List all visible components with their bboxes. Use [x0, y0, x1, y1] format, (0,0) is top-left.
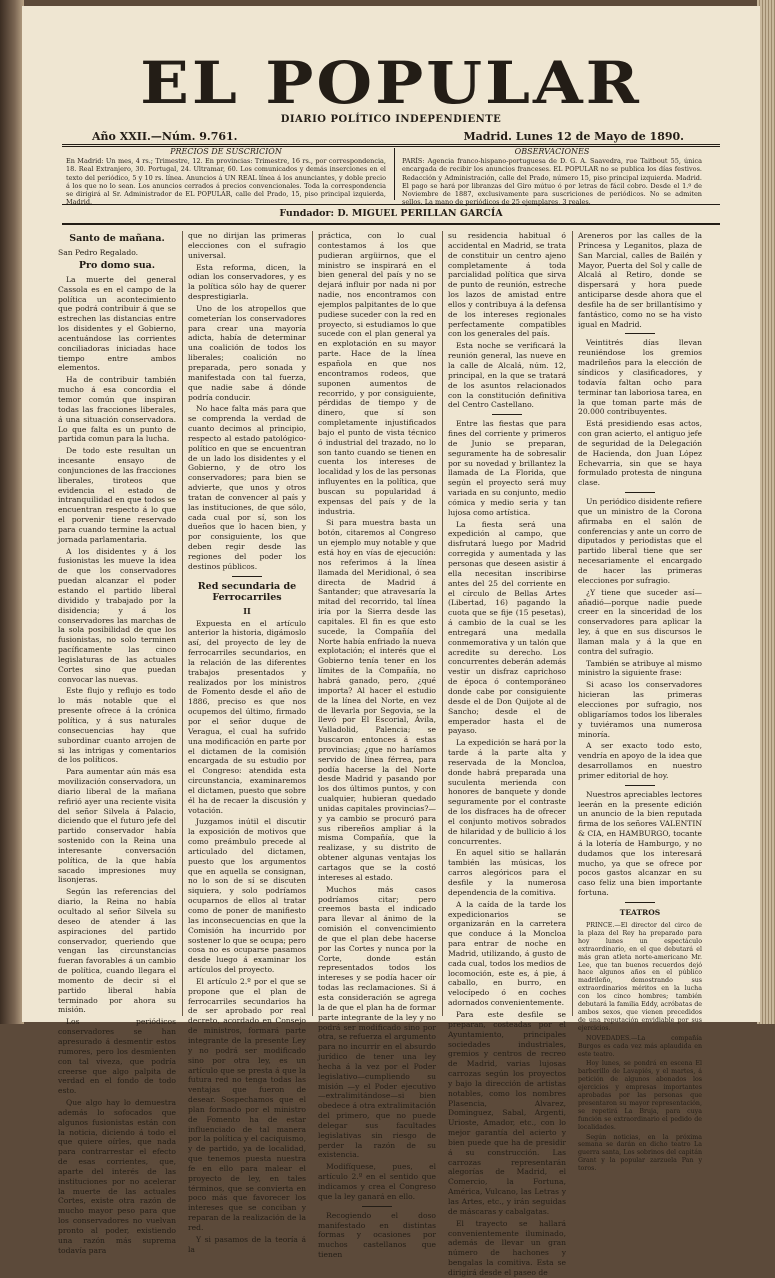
separator	[362, 1206, 392, 1207]
separator	[492, 414, 522, 415]
founder-line: Fundador: D. MIGUEL PERILLAN GARCÍA	[62, 204, 720, 225]
paragraph: Que algo hay lo demuestra además lo sofocados que algunos fusionistas están con la noticia, diciendo á todo el que quiere oírles, que nada para contrarrestar el efecto de esas corrientes, que, aparte del interés de las instituciones por no acelerar la muerte de las actuales Cortes, existe otra razón de mucho mayor peso para que los conservadores no vuelvan pronto al poder, existiendo una razón más suprema todavía para	[58, 1098, 176, 1255]
column-rule	[572, 231, 573, 1016]
column-4	[448, 231, 566, 1277]
paragraph: Esta reforma, dicen, la odian los conservadores, y es la política sólo hay de querer desprestigiarla.	[188, 262, 306, 302]
paragraph: NOVEDADES.—La compañía Burgos es cada vez más aplaudida en este teatro.	[578, 1034, 702, 1058]
paragraph: Este flujo y reflujo es todo lo más notable que el presente ofrece á la crónica política, y á sus naturales consecuencias hay que subordinar cuanto arrojen de si las intrigas y comentarios de los políticos.	[58, 686, 176, 765]
paragraph: Según las referencias del diario, la Reina no había ocultado al señor Silvela su deseo de atender á las aspiraciones del partido conservador, queriendo que vengan las circunstancias fueran favorables á un cambio de política, cuando llegara el momento de decir si el partido liberal había terminado por ahora su misión.	[58, 887, 176, 1015]
paragraph: Y si pasamos de la teoría á la	[188, 1234, 306, 1254]
dateline	[62, 130, 720, 147]
paragraph: Veintitrés días llevan reuniéndose los gremios madrileños para la elección de síndicos y clasificadores, y todavía faltan ocho para terminar tan laboriosa tarea, en la que toman parte más de 20.000 contribuyentes.	[578, 338, 702, 417]
paragraph: PRINCE.—El director del circo de la plaza del Rey ha preparado para hoy lunes un espectáculo extraordinario, en el que debutará el más gran atleta norte-americano Mr. Lee, que tan buenos recuerdos dejó hace algunos años en el público madrileño, demostrando sus extraordinarios méritos en la lucha con los cinco hombres; también debutará la familia Eddy, acróbatas de ambos sexos, que vienen precedidos de una reputación envidiable por sus ejercicios.	[578, 922, 702, 1032]
paragraph: Para aumentar aún más esa movilización conservadora, un diario liberal de la mañana refirió ayer una reciente visita del señor Silvela á Palacio, diciendo que el futuro jefe del partido conservador había sostenido con la Reina una interesante conversación política, de la que había sacado impresiones muy lisonjeras.	[58, 767, 176, 885]
masthead-subtitle: DIARIO POLÍTICO INDEPENDIENTE	[280, 114, 502, 125]
paragraph: Ha de contribuir también mucho á esa concordia el temor común que inspiran todas las fracciones liberales, á una situación conservadora. Lo que falta es un punto de partida comun para la lucha.	[58, 375, 176, 444]
paragraph: Según noticias, en la próxima semana se darán en dicho teatro La guerra santa, Los sobrinos del capitán Grant y la popular zarzuela Pan y toros.	[578, 1133, 702, 1173]
paragraph: Areneros por las calles de la Princesa y Leganitos, plaza de San Marcial, calles de Bailén y Mayor, Puerta del Sol y calle de Alcalá al Retiro, donde se dispersará y hora puede anticiparse desde ahora que el desfile ha de ser brillantísimo y fantástico, como no se ha visto igual en Madrid.	[578, 231, 702, 329]
issue-number: Año XXII.—Núm. 9.761.	[92, 130, 238, 143]
masthead-title: EL POPULAR	[140, 49, 642, 118]
paragraph: Nuestros apreciables lectores leerán en la presente edición un anuncio de la bien reputada firma de los señores VALENTIN & CIA, en HAMBURGO, tocante á la lotería de Hamburgo, y no dudamos que los interesará mucho, ya que se ofrece por pocos gastos alcanzar en su caso feliz una bien importante fortuna.	[578, 789, 702, 898]
paragraph: ¿Y tiene que suceder así—añadió—porque nadie puede creer en la sinceridad de los conservadores para aplicar la ley, á que en sus discursos le llaman mala y á la que en contra del sufragio.	[578, 587, 702, 656]
paragraph: Un periódico disidente refiere que un ministro de la Corona afirmaba en el salón de conferencias y ante un corro de diputados y periodistas que el partido liberal tiene que ser necesariamente el encargado de hacer las primeras elecciones por sufragio.	[578, 497, 702, 585]
paragraph: El trayecto se hallará convenientemente iluminado, además de llevar un gran número de hachones y bengalas la comitiva. Esta se dirigirá desde el paseo de	[448, 1218, 566, 1277]
theatre-heading: TEATROS	[619, 908, 661, 917]
book-binding	[0, 0, 24, 1024]
observations-heading: OBSERVACIONES	[514, 147, 590, 156]
paragraph: No hace falta más para que se comprenda la verdad de cuanto decimos al principio, respecto al estado patológico-político en que se encuentran de un lado los disidentes y el Gobierno, y de otro los conservadores; para bien se advierte, que unos y otros tratan de convencer al país y las instituciones, de que sólo, cada cual por sí, son los dueños que lo hacen bien, y por consiguiente, los que deben regir desde las regiones del poder los destinos públicos.	[188, 404, 306, 571]
separator	[625, 333, 655, 334]
column-rule	[182, 231, 183, 1016]
paragraph: Recogiendo el doso manifestado en distintas formas y ocasiones por muchos castellanos que tienen	[318, 1210, 436, 1260]
column-rule	[312, 231, 313, 1016]
railway-heading: Red secundaria de Ferrocarriles	[197, 580, 297, 603]
column-2	[188, 231, 306, 1254]
paragraph: La fiesta será una expedición al campo, que disfrutará luego por Madrid corregida y aumentada y las personas que deseen asistir á ella necesitan inscribirse antes del 25 del corriente en el círculo de Bellas Artes (Libertad, 16) pagando la cuota que se fije (15 pesetas), á cambio de la cual se les entregará una medalla conmemorativa y un talón que acredite su derecho. Los concurrentes deberán además vestir un disfraz caprichoso de época ó contemporáneo donde cabe por consiguiente desde el de Don Quijote al de Sancho; desde el de emperador hasta el de payaso.	[448, 519, 566, 736]
paragraph: práctica, con lo cual contestamos á los que pudieran argüirnos, que el ministro se inspirará en el bien general del país y no se dejará influir por nada ni por nadie, nos encontramos con ejemplos palpitantes de lo que pudiese suceder con la red en proyecto, si estudiamos lo que sucede con el plan general ya en explotación en su mayor parte. Hace de la línea española en que nos encontramos rodeos, que suponen aumentos de recorrido, y por consiguiente, pérdidas de tiempo y de dinero, que sí son completamente injustificados bajo el punto de vista técnico ó industrial del trazado, no lo son tanto cuando se tienen en cuenta los intereses de localidad y los de las personas influyentes en la política, que buscan su popularidad á expensas del país y de la industria.	[318, 231, 436, 516]
subscription-heading: PRECIOS DE SUSCRICIÓN	[170, 147, 282, 156]
article-heading: Pro domo sua.	[78, 259, 156, 271]
separator	[232, 576, 262, 577]
paragraph: Expuesta en el artículo anterior la historia, digámoslo así, del proyecto de ley de ferrocarriles secundarios, en la relación de las diferentes trabajos presentados y realizados por los ministros de Fomento desde el año de 1886, preciso es que nos ocupemos del último, firmado por el señor duque de Veragua, el cual ha sufrido una modificación en parte por el dictamen de la comisión encargada de su estudio por el Congreso: atendida esta circunstancia, examinaremos el dictamen, puesto que sobre él ha de recaer la discusión y votación.	[188, 618, 306, 815]
paragraph: A la caída de la tarde los expedicionarios se organizarán en la carretera que conduce á la Moncloa para entrar de noche en Madrid, utilizando, á gusto de cada cual, todos los medios de locomoción, este es, á pie, á caballo, en burro, en velocípedo ó en coches adornados convenientemente.	[448, 899, 566, 1008]
paragraph: Modifíquese, pues, el artículo 2.º en el sentido que indicamos y crea el Congreso que la ley ganará en ello.	[318, 1162, 436, 1201]
paragraph: su residencia habitual ó accidental en Madrid, se trata de constituir un centro ajeno completamente á toda parcialidad política que sirva de punto de reunión, estreche los lazos de amistad entre ellos y contribuya á la defensa de los intereses regionales perfectamente compatibles con los generales del país.	[448, 231, 566, 339]
observations-box	[402, 147, 702, 207]
paragraph: A ser exacto todo esto, vendría en apoyo de la idea que desarrollamos en nuestro primer editorial de hoy.	[578, 741, 702, 780]
column-rule	[442, 231, 443, 1016]
paragraph: A los disidentes y á los fusionistas les mueve la idea de que los conservadores puedan alcanzar el poder estando el partido liberal dividido y trabajado por la disidencia; y á los conservadores las marchas de la sola posibilidad de que los fusionistas, no solo terminen pacíficamente las cinco legislaturas de las actuales Cortes sino que puedan convocar las nuevas.	[58, 546, 176, 684]
separator	[625, 492, 655, 493]
paragraph: Muchos más casos podríamos citar; pero creemos basta el indicado para llevar al ánimo de la comisión el convencimiento de que el plan debe hacerse por las Cortes y nunca por la Corte, donde están representados todos los intereses y se podía hacer oír todas las reclamaciones. Si á esta consideración se agrega la de que el plan ha de formar parte integrante de la ley y no podrá ser modificado sino por otra, se refuerza el argumento para no incurrir en el absurdo jurídico de tener una ley hecha á la vez por el Poder legislativo—cumpliendo su misión —y el Poder ejecutivo—extralimitándose—si bien obedece á otra extralimitación del primero, que no puede delegar sus facultades legislativas sin riesgo de perder la razón de su existencia.	[318, 884, 436, 1160]
paragraph: La expedición se hará por la tarde á la parte alta y reservada de la Moncloa, donde habrá preparada una suculenta merienda con honores de banquete y donde seguramente por el contraste de los disfraces ha de ofrecer el conjunto motivos sobrados de hilaridad y de bullicio á los concurrentes.	[448, 738, 566, 846]
paragraph: Entre las fiestas que para fines del corriente y primeros de Junio se preparan, seguramente ha de sobresalir por su novedad y brillantez la llamada de La Florida, que según el proyecto será muy variada en su conjunto, medio cómica y medio seria y tan lujosa como artística.	[448, 419, 566, 517]
paragraph: Para este desfile se preparan, costeadas por el Ayuntamiento, principales sociedades industriales, gremios y centros de recreo de Madrid, varias lujosas carrozas según los proyectos y bajo la dirección de artistas notables, como los nombres Plasencia, Alvarez, Dominguez, Sabal, Argenti, Urioste, Amador, etc., con lo mejor garantía del acierto y bien puede que ha de presidir á su construcción. Las carrozas representarán alegorías de Madrid, el Comercio, la Fortuna, América, Vulcano, las Letras y las Artes, etc., y irán seguidas de máscaras y cabalgatas.	[448, 1009, 566, 1216]
paragraph: De todo este resultan un incesante ensayo de conjunciones de las fracciones liberales, tiroteos que evidencia el estado de intranquilidad en que todos se encuentran respecto á lo que el porvenir tiene reservado para cuando termine la actual jornada parlamentaria.	[58, 446, 176, 544]
paragraph: Los periódicos conservadores se han apresurado á desmentir estos rumores, pero los desmienten con tal viveza, que podría creerse que algo palpita de verdad en el fondo de todo esto.	[58, 1017, 176, 1096]
paragraph: La muerte del general Cassola es en el campo de la política un acontecimiento que podrá contribuir á que se estrechen las distancias entre los disidentes y el Gobierno, acentuándose las corrientes conciliadoras iniciadas hace tiempo entre ambos elementos.	[58, 274, 176, 373]
paragraph: Hoy lunes, se pondrá en escena El barberillo de Lavapiés, y el martes, á petición de algunos abonados los ejercicios y empresas importantes aprobadas por las personas que presentaron su mayor representación, se repetirá La Bruja, para cuya función se extraordinario el pedido de localidades.	[578, 1060, 702, 1131]
saint-name: San Pedro Regalado.	[58, 248, 139, 257]
separator	[625, 902, 655, 903]
newspaper-page	[22, 6, 760, 1277]
saint-heading: Santo de mañana.	[69, 233, 165, 244]
separator	[625, 785, 655, 786]
railway-part-number: II	[243, 605, 251, 616]
paragraph: El artículo 2.º por el que se propone que el plan de ferrocarriles secundarios ha de ser aprobado por real decreto, acordado en Consejo de ministros, formará parte integrante de la presente Ley y no podrá ser modificado sino por otra ley, es un artículo que se presta á que la futura red no tenga todas las ventajas que fueron de desear. Sospechamos que el plan formado por el ministro de Fomento ha de estar influenciado de tal manera por la política y el caciquismo, y de partido, ya de localidad, que tenemos puesta nuestra fe en ello para malear el proyecto de ley, en tales términos, que se convierta en poco más que favorecer los intereses que se conciban y reparan de la realización de la red.	[188, 976, 306, 1232]
paragraph: Uno de los atropellos que cometerían los conservadores para crear una mayoría adicta, había de determinar una coalición de todos los liberales; coalición no preparada, pero sonada y manifestada con tal fuerza, que nadie sabe á dónde podría conducir.	[188, 303, 306, 402]
paragraph: También se atribuye al mismo ministro la siguiente frase:	[578, 658, 702, 678]
issue-date: Madrid. Lunes 12 de Mayo de 1890.	[463, 130, 684, 143]
paragraph: Si acaso los conservadores hicieran las primeras elecciones por sufragio, nos obligaríamos todos los liberales y tuviéramos una numerosa minoría.	[578, 680, 702, 739]
paragraph: Está presidiendo esas actos, con gran acierto, el antiguo jefe de seguridad de la Delegación de Hacienda, don Juan López Echevarria, sin que se haya formulado protesta de ninguna clase.	[578, 419, 702, 488]
column-5	[578, 231, 702, 1173]
column-1	[58, 231, 176, 1255]
paragraph: Juzgamos inútil el discutir la exposición de motivos que como preámbulo precede al articulado del dictamen, puesto que los argumentos que en aquella se consignan, no lo son de sí se discuten siquiera, y solo podríamos ocuparnos de ellos al tratar como de poner de manifiesto las inconsecuencias en que la Comisión ha incurrido por sostener lo que se ocupa; pero cosa no es ocuparse pasamos desde luego á examinar los artículos del proyecto.	[188, 817, 306, 975]
subscription-box	[66, 147, 386, 207]
paragraph: que no dirijan las primeras elecciones con el sufragio universal.	[188, 231, 306, 260]
observations-text: PARÍS: Agencia franco-hispano-portuguesa de D. G. A. Saavedra, rue Taitbout 55, única encargada de recibir los anuncios franceses. EL POPULAR no se publica los días festivos. Redacción y Administración, calle del Prado, número 15, piso principal izquierda. Madrid. El pago se hará por libranzas del Giro mútuo ó por letras de fácil cobro. Desde el 1.º de Noviembre de 1887, exclusivamente para suscriciones de periódicos. No se admiten sellos. La mano de periódicos de 25 ejemplares, 3 reales.	[402, 157, 702, 207]
paragraph: Si para muestra basta un botón, citaremos al Congreso un ejemplo muy notable y que está hoy en vías de ejecución: nos referimos á la línea llamada del Meridional, ó sea directa de Madrid á Santander; que atravesaría la mitad del recorrido, tal línea iría por la Sierra desde las capitales. El fin es que esto sucede, la Compañía del Norte había enfriado la nueva explotación; el interés que el Gobierno tenía tener en los límites de la Compañía, no habrá ganado, pero, ¿qué importa? Al hacer el estudio de la línea del Norte, en vez de llevarla por Segovia, se la llevó por El Escorial, Ávila, Valladolid, Palencia; se buscaron entonces á estas provincias; ¿que no haríamos servido de línea férrea, para podía hacerse la del Norte desde Madrid y pasando por los dos últimos puntos, y con cualquier, hubieran quedado unidas capitales provincias?—y ya cambio se procuró para sus ribereños ampliar á la misma Compañía, que la realizase, y su distrito de obtener algunas ventajas los cartagos que se la costó intereses al estado.	[318, 518, 436, 882]
paragraph: En aquel sitio se hallarán también las músicas, los carros alegóricos para el desfile y la numerosa dependencia de la comitiva.	[448, 848, 566, 897]
paragraph: Esta noche se verificará la reunión general, las nueve en la calle de Alcalá, núm. 12, principal, en la que se tratará de los asuntos relacionados con la constitución definitiva del Centro Castellano.	[448, 341, 566, 410]
info-divider	[394, 148, 395, 200]
column-3	[318, 231, 436, 1260]
subscription-text: En Madrid: Un mes, 4 rs.; Trimestre, 12. En provincias: Trimestre, 16 rs., por correspondencia, 18. Real Extranjero, 30. Portugal, 24. Ultramar, 60. Los comunicados y demás inserciones en el texto del periódico, 5 y 10 rs. línea. Anuncios á UN REAL línea á los anunciantes, y doble precio á los que no lo sean. Los anuncios cerrados á precios convencionales. Toda la correspondencia se dirigirá al Sr. Administrador de EL POPULAR, calle del Prado, 15, piso principal izquierda, Madrid.	[66, 157, 386, 207]
